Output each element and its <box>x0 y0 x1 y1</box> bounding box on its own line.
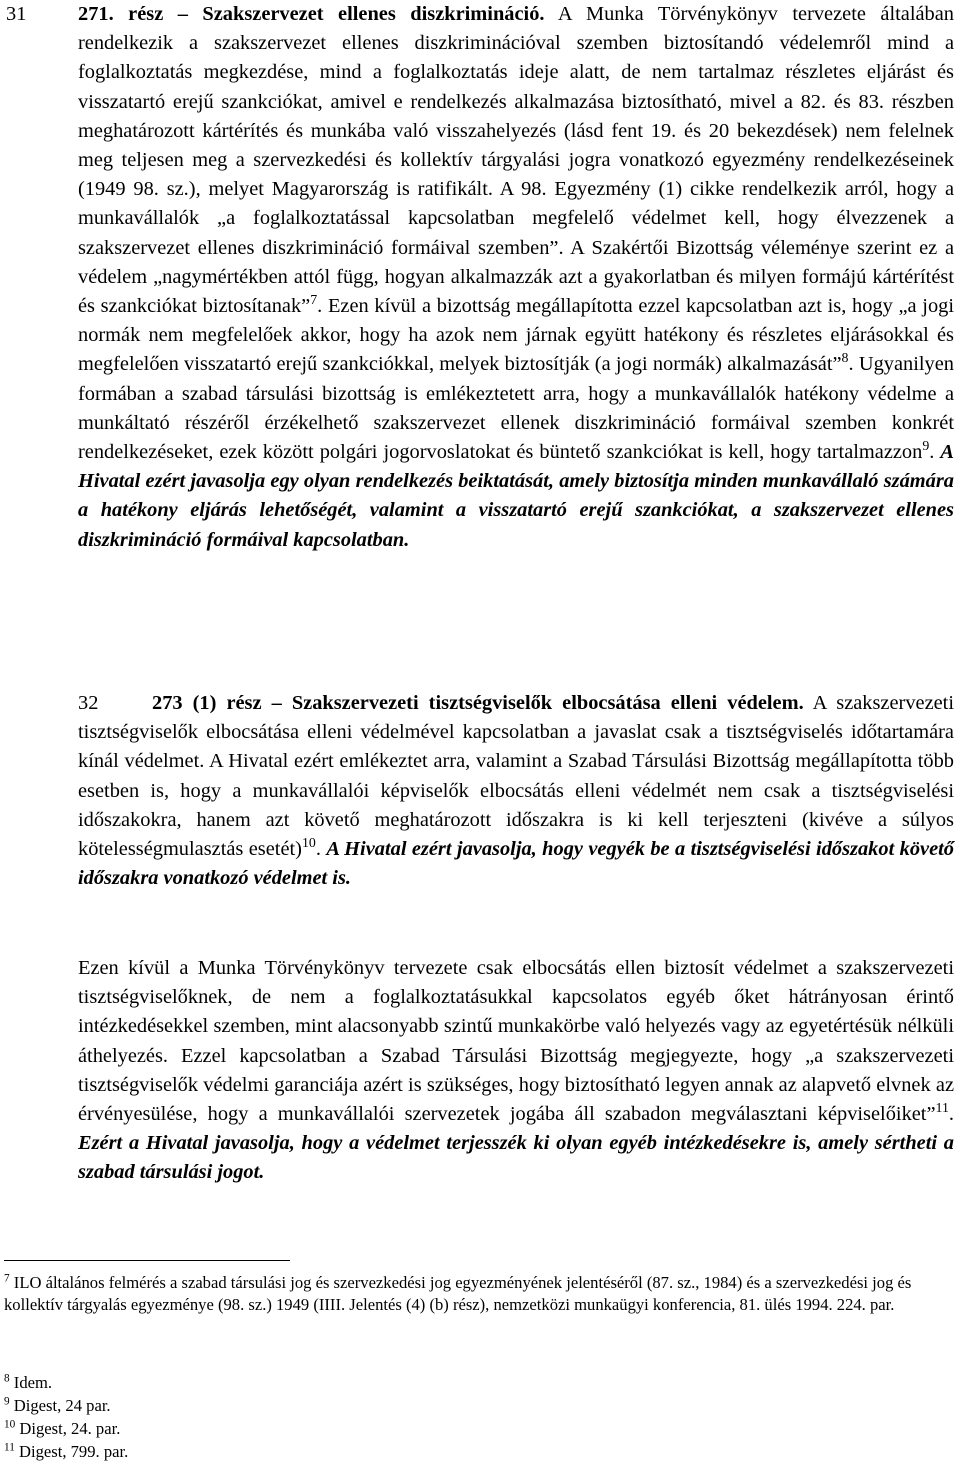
footnote-7 <box>4 1272 954 1316</box>
section-body: . <box>315 838 327 861</box>
footnote-mark: 10 <box>4 1418 16 1431</box>
paragraph-body: . <box>948 1103 954 1126</box>
footnote-ref: 10 <box>301 836 316 852</box>
footnote-ref: 8 <box>841 351 849 367</box>
section-body: . <box>929 441 941 464</box>
section-number: 32 <box>78 692 99 714</box>
footnote-8 <box>4 1372 954 1394</box>
footnote-text: ILO általános felmérés a szabad társulási jog és szervezkedési jog egyezményének jelentéséről (87. sz., 1984) és a szervezkedési jog és kollektív tárgyalás egyezménye (98. sz.) 1949 (IIII. Jelentés (4) (b) rész), nemzetközi munkaügyi konferencia, 81. ülés 1994. 224. par. <box>4 1273 912 1315</box>
section-text <box>78 0 954 555</box>
paragraph-text <box>78 954 954 1188</box>
footnote-9 <box>4 1395 954 1417</box>
section-heading: 271. rész – Szakszervezet ellenes diszkrimináció. <box>78 3 545 25</box>
section-number: 31 <box>6 3 27 25</box>
footnote-text: Digest, 24. par. <box>15 1419 121 1438</box>
footnote-divider <box>4 1260 290 1261</box>
footnote-ref: 11 <box>935 1101 949 1117</box>
footnote-ref: 9 <box>922 439 930 455</box>
section-body: . Ugyanilyen formában a szabad társulási bizottság is emlékeztetett arra, hogy a munkavállalók hatékony védelme a munkáltató részéről érzékelhető szakszervezet ellenek diszkrimináció formáival szemben konkrét rendelkezéseket, ezek között polgári jogorvoslatokat és büntető szankciókat is kell, hogy tartalmazzon <box>78 353 954 464</box>
section-body: A szakszervezeti tisztségviselők elbocsátása elleni védelmével kapcsolatban a javaslat csak a tisztségviselés időtartamára kínál védelmet. A Hivatal ezért emlékeztet arra, valamint a Szabad Társulási Bizottság megállapította több esetben is, hogy a munkavállalói képviselők elbocsátás elleni védelmét nem csak a tisztségviselési időszakokra, hanem azt követő meghatározott időszakra is ki kell terjeszteni (kivéve a súlyos kötelességmulasztás esetét) <box>78 692 955 861</box>
footnote-text: Digest, 799. par. <box>14 1442 129 1461</box>
footnote-text: Idem. <box>9 1373 53 1392</box>
section-heading: 273 (1) rész – Szakszervezeti tisztségviselők elbocsátása elleni védelem. <box>152 692 804 714</box>
section-text <box>78 689 954 893</box>
footnote-mark: 8 <box>4 1372 10 1385</box>
recommendation-text: A Hivatal ezért javasolja, hogy vegyék be a tisztségviselési időszakot követő időszakra vonatkozó védelmet is. <box>78 838 954 890</box>
footnote-text: Digest, 24 par. <box>9 1396 111 1415</box>
footnote-10 <box>4 1418 954 1440</box>
footnote-11 <box>4 1441 954 1463</box>
footnote-mark: 11 <box>4 1441 15 1454</box>
footnote-mark: 7 <box>4 1272 10 1285</box>
footnote-mark: 9 <box>4 1395 10 1408</box>
paragraph-body: Ezen kívül a Munka Törvénykönyv tervezete csak elbocsátás ellen biztosít védelmet a szakszervezeti tisztségviselőknek, de nem a foglalkoztatásukkal kapcsolatos egyéb őket hátrányosan érintő intézkedésekkel szemben, mint alacsonyabb szintű munkakörbe való helyezés vagy az egyetértésük nélküli áthelyezés. Ezzel kapcsolatban a Szabad Társulási Bizottság megjegyezte, hogy „a szakszervezeti tisztségviselők védelmi garanciája azért is szükséges, hogy biztosítható legyen annak az alapvető elvnek az érvényesülése, hogy a munkavállalói szervezetek jogába áll szabadon megválasztani képviselőiket” <box>78 957 954 1126</box>
section-body: . Ezen kívül a bizottság megállapította ezzel kapcsolatban azt is, hogy „a jogi normák nem megfelelőek akkor, hogy ha azok nem járnak együtt hatékony és részletes eljárásokkal és megfelelően visszatartó erejű szankciókkal, melyek biztosítják (a jogi normák) alkalmazását” <box>78 295 954 376</box>
section-body: A Munka Törvénykönyv tervezete általában rendelkezik a szakszervezet ellenes diszkriminációval szemben biztosítandó védelemről mind a foglalkoztatás megkezdése, mind a foglalkoztatás ideje alatt, de nem tartalmaz részletes eljárást és visszatartó erejű szankciókat, amivel e rendelkezés alkalmazása biztosítható, mivel a 82. és 83. részben meghatározott kártérítés és munkába való visszahelyezés (lásd fent 19. és 20 bekezdések) nem felelnek meg teljesen meg a szervezkedési és kollektív tárgyalási jogra vonatkozó egyezmény rendelkezéseinek (1949 98. sz.), melyet Magyarország is ratifikált. A 98. Egyezmény (1) cikke rendelkezik arról, hogy a munkavállalók „a foglalkoztatással kapcsolatban megfelelő védelmet kell, hogy élvezzenek a szakszervezet ellenes diszkrimináció formáival szemben”. A Szakértői Bizottság véleménye szerint ez a védelem „nagymértékben attól függ, hogyan alkalmazzák azt a gyakorlatban és milyen formájú kártérítést és szankciókat biztosítanak” <box>78 3 954 318</box>
recommendation-text: Ezért a Hivatal javasolja, hogy a védelmet terjesszék ki olyan egyéb intézkedésekre is, amely sértheti a szabad társulási jogot. <box>78 1132 954 1184</box>
footnote-ref: 7 <box>310 293 318 309</box>
recommendation-text: A Hivatal ezért javasolja egy olyan rendelkezés beiktatását, amely biztosítja minden munkavállaló számára a hatékony eljárás lehetőségét, valamint a visszatartó erejű szankciókat, a szakszervezet ellenes diszkrimináció formáival kapcsolatban. <box>78 441 954 551</box>
